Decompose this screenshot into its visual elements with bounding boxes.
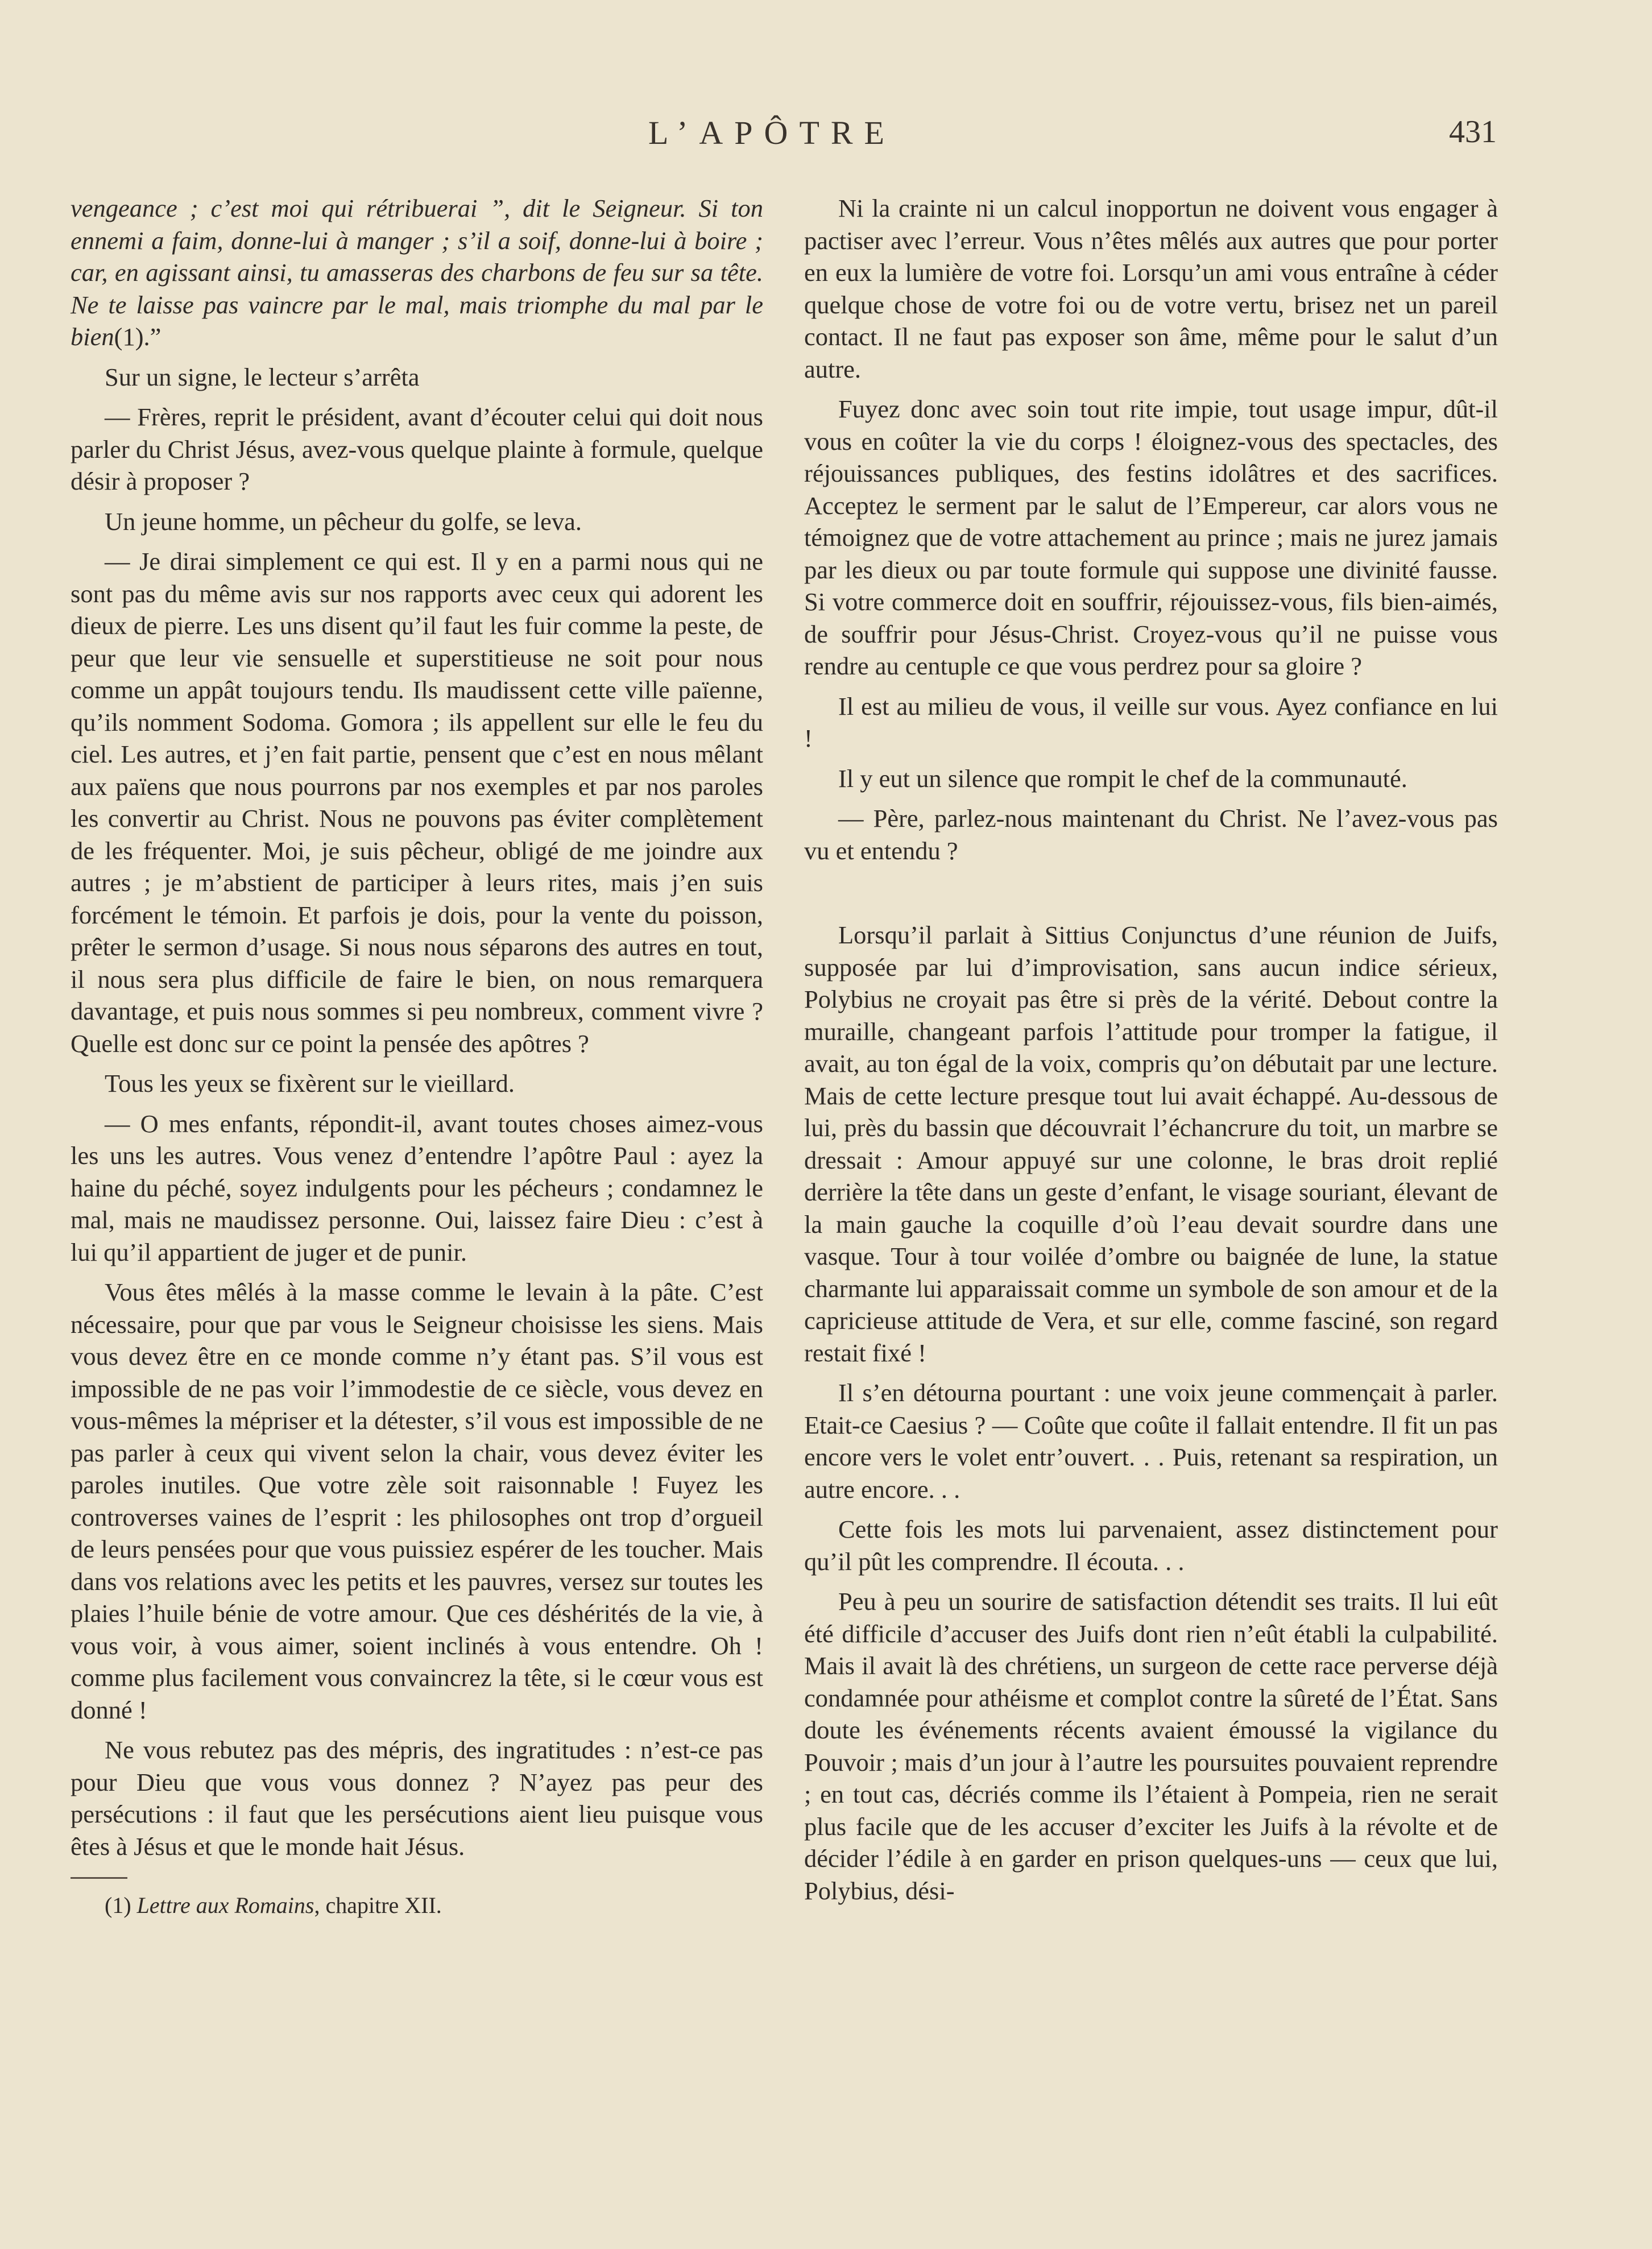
footnote-title: Lettre aux Romains <box>136 1892 314 1918</box>
paragraph: Peu à peu un sourire de satisfaction détendit ses traits. Il lui eût été difficile d’accuser des Juifs dont rien n’eût établi la culpabilité. Mais il avait là des chrétiens, un surgeon de cette race perverse déjà condamnée pour athéisme et complot contre la sûreté de l’État. Sans doute les événements récents avaient émoussé la vigilance du Pouvoir ; mais d’un jour à l’autre les poursuites pouvaient reprendre ; en tout cas, décriés comme ils l’étaient à Pompeia, rien ne serait plus facile que de les accuser d’exciter les Juifs à la révolte et de décider l’édile à en garder en prison quelques-uns — ceux que lui, Polybius, dési- <box>804 1587 1498 1905</box>
paragraph: Un jeune homme, un pêcheur du golfe, se leva. <box>105 507 582 536</box>
paragraph: Vous êtes mêlés à la masse comme le levain à la pâte. C’est nécessaire, pour que par vous le Seigneur choisisse les siens. Mais vous devez être en ce monde comme n’y étant pas. S’il vous est impossible de ne pas voir l’immodestie de ce siècle, vous devez en vous-mêmes la mépriser et la détester, s’il vous est impossible de ne pas parler à ceux qui vivent selon la chair, vous devez éviter les paroles inutiles. Que votre zèle soit raisonnable ! Fuyez les controverses vaines de l’esprit : les philosophes ont trop d’orgueil de leurs pensées pour que vous puissiez espérer de les toucher. Mais dans vos relations avec les petits et les pauvres, versez sur toutes les plaies l’huile bénie de votre amour. Que ces déshérités de la vie, à vous voir, à vous aimer, soient inclinés à vous entendre. Oh ! comme plus facilement vous convaincrez la tête, si le cœur vous est donné ! <box>71 1278 763 1724</box>
paragraph: Fuyez donc avec soin tout rite impie, tout usage impur, dût-il vous en coûter la vie du corps ! éloignez-vous des spectacles, des réjouissances publiques, des festins idolâtres et des sacrifices. Acceptez le serment par le salut de l’Empereur, car alors vous ne témoignez que de votre attachement au prince ; mais ne jurez jamais par les dieux ou par toute formule qui suppose une divinité fausse. Si votre commerce doit en souffrir, réjouissez-vous, fils bien-aimés, de souffrir pour Jésus-Christ. Croyez-vous qu’il ne puisse vous rendre au centuple ce que vous perdrez pour sa gloire ? <box>804 395 1498 680</box>
paragraph: Sur un signe, le lecteur s’arrêta <box>105 362 420 391</box>
footnote-rest: , chapitre XII. <box>314 1892 442 1918</box>
paragraph: — Frères, reprit le président, avant d’écouter celui qui doit nous parler du Christ Jésus, avez-vous quelque plainte à formule, quelque désir à proposer ? <box>71 403 763 495</box>
paragraph: Lorsqu’il parlait à Sittius Conjunctus d’une réunion de Juifs, supposée par lui d’improvisation, sans aucun indice sérieux, Polybius ne croyait pas être si près de la vérité. Debout contre la muraille, changeant parfois l’attitude pour tromper la fatigue, il avait, au ton égal de la voix, compris qu’on débutait par une lecture. Mais de cette lecture presque tout lui avait échappé. Au-dessous de lui, près du bassin que découvrait l’échancrure du toit, un marbre se dressait : Amour appuyé sur une colonne, le bras droit replié derrière la tête dans un geste d’enfant, le visage souriant, élevant de la main gauche la coquille d’où l’eau devait sourdre dans une vasque. Tour à tour voilée d’ombre ou baignée de lune, la statue charmante lui apparaissait comme un symbole de son amour et de la capricieuse attitude de Vera, et sur elle, comme fasciné, son regard restait fixé ! <box>804 921 1498 1367</box>
left-column <box>71 192 763 1928</box>
paragraph: Tous les yeux se fixèrent sur le vieillard. <box>105 1069 515 1097</box>
paragraph: Ni la crainte ni un calcul inopportun ne doivent vous engager à pactiser avec l’erreur. Vous n’êtes mêlés aux autres que pour porter en eux la lumière de votre foi. Lorsqu’un ami vous entraîne à céder quelque chose de votre foi ou de votre vertu, brisez net un pareil contact. Il ne faut pas exposer son âme, même pour le salut d’un autre. <box>804 194 1498 383</box>
quote-paragraph <box>71 192 763 353</box>
scripture-quote: vengeance ; c’est moi qui rétribuerai ”, dit le Seigneur. Si ton ennemi a faim, donne-lui à manger ; s’il a soif, donne-lui à boire ; car, en agissant ainsi, tu amasseras des charbons de feu sur sa tête. Ne te laisse pas vaincre par le mal, mais triomphe du mal par le bien <box>71 194 763 351</box>
right-column <box>804 192 1498 1915</box>
paragraph: — Je dirai simplement ce qui est. Il y en a parmi nous qui ne sont pas du même avis sur nos rapports avec ceux qui adorent les dieux de pierre. Les uns disent qu’il faut les fuir comme la peste, de peur que leur vie sensuelle et superstitieuse ne soit pour nous comme un appât toujours tendu. Ils maudissent cette ville païenne, qu’ils nomment Sodoma. Gomora ; ils appellent sur elle le feu du ciel. Les autres, et j’en fait partie, pensent que c’est en nous mêlant aux païens que nous pourrons par nos exemples et par nos paroles les convertir au Christ. Nous ne pouvons pas éviter complètement de les fréquenter. Moi, je suis pêcheur, obligé de me joindre aux autres ; je m’abstient de participer à leurs rites, mais j’en suis forcément le témoin. Et parfois je dois, pour la vente du poisson, prêter le sermon d’usage. Si nous nous séparons des autres en tout, il nous sera plus difficile de faire le bien, on nous remarquera davantage, et puis nous sommes si peu nombreux, comment vivre ? Quelle est donc sur ce point la pensée des apôtres ? <box>71 547 763 1058</box>
paragraph: Cette fois les mots lui parvenaient, assez distinctement pour qu’il pût les comprendre. Il écouta. . . <box>804 1515 1498 1576</box>
footnote-marker: (1) <box>105 1892 131 1918</box>
footnote-reference: (1).” <box>114 322 162 351</box>
paragraph: — Père, parlez-nous maintenant du Christ. Ne l’avez-vous pas vu et entendu ? <box>804 804 1498 865</box>
footnote-divider <box>71 1877 127 1879</box>
page-number: 431 <box>1449 114 1497 150</box>
paragraph: Il est au milieu de vous, il veille sur vous. Ayez confiance en lui ! <box>804 691 1498 752</box>
paragraph: Il y eut un silence que rompit le chef de la communauté. <box>838 764 1407 793</box>
paragraph: Il s’en détourna pourtant : une voix jeune commençait à parler. Etait-ce Caesius ? — Coûte que coûte il fallait entendre. Il fit un pas encore vers le volet entr’ouvert. . . Puis, retenant sa respiration, un autre encore. . . <box>804 1378 1498 1504</box>
footnote <box>71 1891 763 1920</box>
running-title: L’APÔTRE <box>648 114 896 151</box>
paragraph: — O mes enfants, répondit-il, avant toutes choses aimez-vous les uns les autres. Vous venez d’entendre l’apôtre Paul : ayez la haine du péché, soyez indulgents pour les pécheurs ; condamnez le mal, mais ne maudissez personne. Oui, laissez faire Dieu : c’est à lui qu’il appartient de juger et de punir. <box>71 1109 763 1266</box>
paragraph: Ne vous rebutez pas des mépris, des ingratitudes : n’est-ce pas pour Dieu que vous vous donnez ? N’ayez pas peur des persécutions : il faut que les persécutions aient lieu puisque vous êtes à Jésus et que le monde hait Jésus. <box>71 1736 763 1861</box>
